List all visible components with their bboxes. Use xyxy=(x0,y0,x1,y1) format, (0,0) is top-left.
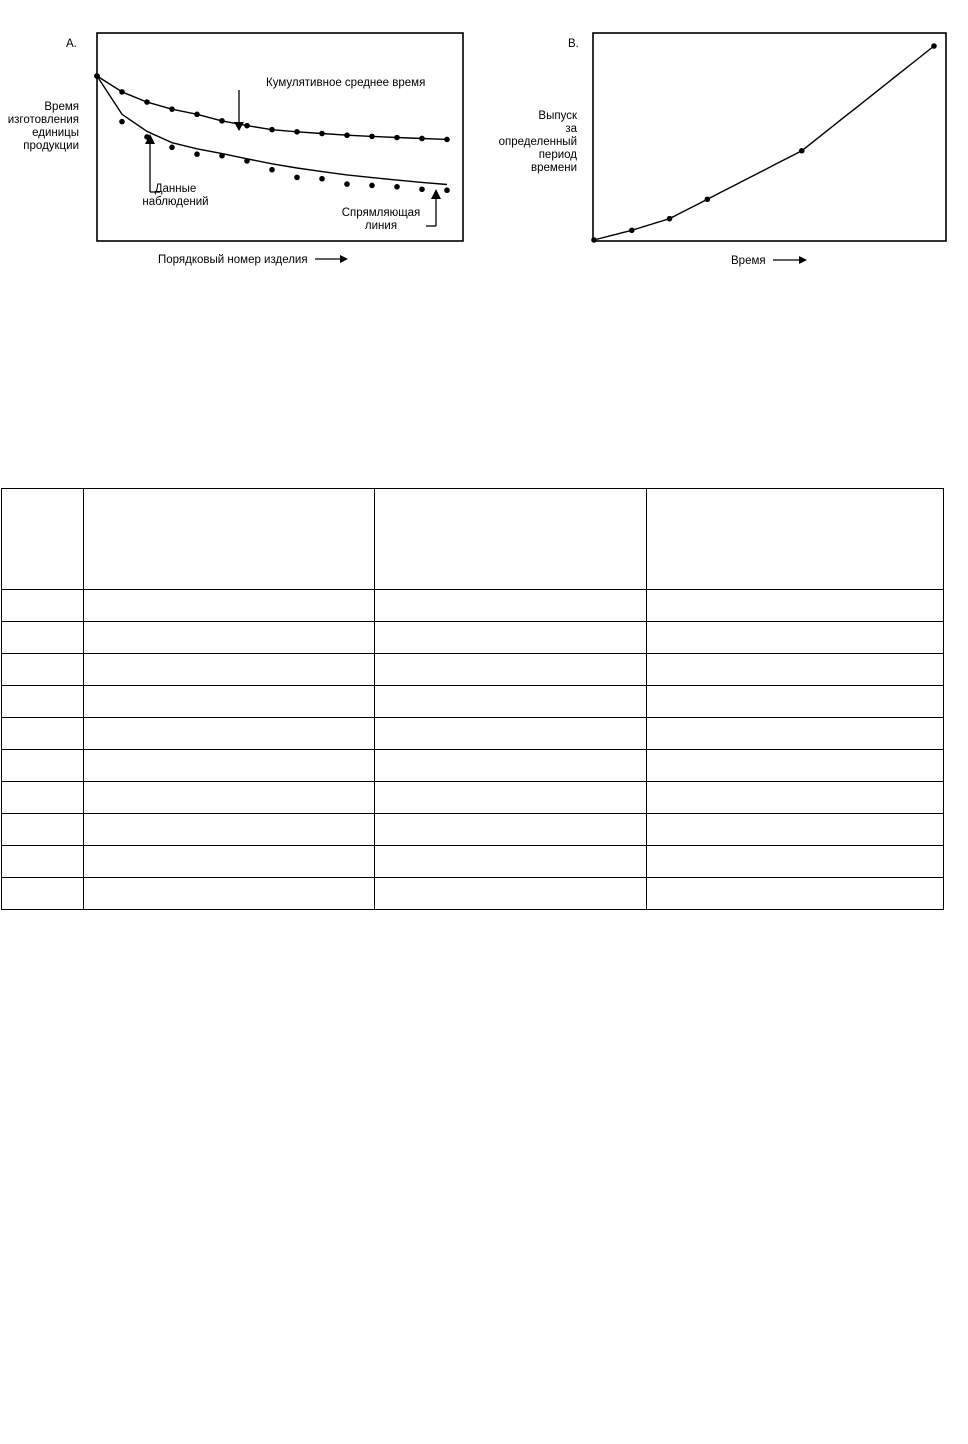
observation-point xyxy=(194,151,200,157)
table-cell xyxy=(2,718,84,750)
table-row xyxy=(2,686,944,718)
table-row xyxy=(2,846,944,878)
cumulative-point xyxy=(319,131,325,137)
table-cell xyxy=(375,590,647,622)
x-axis-b-label: Время xyxy=(731,255,766,267)
table-cell xyxy=(2,846,84,878)
table-cell xyxy=(2,622,84,654)
output-curve xyxy=(594,46,934,240)
table-cell xyxy=(375,718,647,750)
table-cell xyxy=(647,590,944,622)
x-axis-a-label: Порядковый номер изделия xyxy=(158,254,308,266)
output-point xyxy=(629,228,635,234)
output-point xyxy=(931,43,937,49)
table-cell xyxy=(647,878,944,910)
panel-b-label: B. xyxy=(568,38,579,50)
observation-point xyxy=(94,73,100,79)
cumulative-point xyxy=(119,89,125,95)
panel-a-label: A. xyxy=(66,38,77,50)
y-axis-b-label: Выпуск за определенный период времени xyxy=(498,110,577,174)
table-cell xyxy=(647,489,944,590)
table-cell xyxy=(375,814,647,846)
table-cell xyxy=(647,814,944,846)
cumulative-point xyxy=(219,118,225,124)
table-cell xyxy=(375,686,647,718)
panel-b-plot xyxy=(591,43,937,243)
observation-point xyxy=(344,181,350,187)
output-point xyxy=(705,196,711,202)
panel-b-frame xyxy=(593,33,946,241)
table-cell xyxy=(2,590,84,622)
cumulative-point xyxy=(419,136,425,142)
table-cell xyxy=(647,718,944,750)
observation-point xyxy=(419,186,425,192)
cumulative-point xyxy=(369,134,375,140)
table-cell xyxy=(84,846,375,878)
observations-label: Данные наблюдений xyxy=(142,183,209,208)
cumulative-point xyxy=(344,132,350,138)
output-point xyxy=(799,148,805,154)
table-cell xyxy=(647,686,944,718)
table-cell xyxy=(647,782,944,814)
fit-arrow-head xyxy=(431,189,441,199)
cumulative-point xyxy=(294,129,300,135)
table-cell xyxy=(375,878,647,910)
table-cell xyxy=(84,686,375,718)
table-cell xyxy=(84,654,375,686)
observation-point xyxy=(394,184,400,190)
table-cell xyxy=(2,878,84,910)
table-cell xyxy=(84,718,375,750)
x-axis-a-arrow-head xyxy=(340,255,348,263)
table-cell xyxy=(375,782,647,814)
observation-point xyxy=(444,187,450,193)
table-row xyxy=(2,878,944,910)
table-cell xyxy=(84,814,375,846)
table-cell xyxy=(647,622,944,654)
cumulative-point xyxy=(269,127,275,133)
table-cell xyxy=(647,750,944,782)
observation-point xyxy=(369,183,375,189)
observation-point xyxy=(119,119,125,125)
table-cell xyxy=(84,590,375,622)
cumulative-point xyxy=(144,99,150,105)
cumulative-point xyxy=(444,137,450,143)
cumulative-point xyxy=(194,112,200,118)
cumulative-point xyxy=(394,135,400,141)
table-cell xyxy=(84,878,375,910)
table-cell xyxy=(2,686,84,718)
table-row xyxy=(2,622,944,654)
x-axis-b-arrow-head xyxy=(799,256,807,264)
table-cell xyxy=(375,846,647,878)
table-row xyxy=(2,750,944,782)
table-cell xyxy=(84,750,375,782)
table-cell xyxy=(375,654,647,686)
cumulative-point xyxy=(244,123,250,129)
observation-point xyxy=(244,158,250,164)
y-axis-a-label: Время изготовления единицы продукции xyxy=(7,101,79,152)
table-cell xyxy=(2,654,84,686)
table-row xyxy=(2,590,944,622)
empty-table xyxy=(1,488,944,910)
table-cell xyxy=(375,622,647,654)
table-cell xyxy=(647,654,944,686)
table-cell xyxy=(2,489,84,590)
output-point xyxy=(591,237,597,243)
cumulative-arrow-head xyxy=(234,122,244,131)
fitted-line-label: Спрямляющая линия xyxy=(341,207,421,232)
learning-curve-figure xyxy=(0,0,968,300)
output-point xyxy=(667,216,673,222)
table-cell xyxy=(647,846,944,878)
cumulative-average-annotation: Кумулятивное среднее время xyxy=(266,77,426,89)
observation-point xyxy=(219,153,225,159)
table-body xyxy=(2,489,944,910)
table-cell xyxy=(375,489,647,590)
table-cell xyxy=(84,622,375,654)
table-row xyxy=(2,718,944,750)
panel-a-plot xyxy=(94,73,450,193)
table-cell xyxy=(84,489,375,590)
table-header-row xyxy=(2,489,944,590)
table-row xyxy=(2,654,944,686)
table-cell xyxy=(375,750,647,782)
table-cell xyxy=(2,750,84,782)
cumulative-point xyxy=(169,106,175,112)
table-row xyxy=(2,814,944,846)
observation-point xyxy=(319,176,325,182)
observation-point xyxy=(294,175,300,181)
table-cell xyxy=(84,782,375,814)
observation-point xyxy=(169,145,175,151)
observation-point xyxy=(269,167,275,173)
table-cell xyxy=(2,814,84,846)
table-row xyxy=(2,782,944,814)
table-cell xyxy=(2,782,84,814)
